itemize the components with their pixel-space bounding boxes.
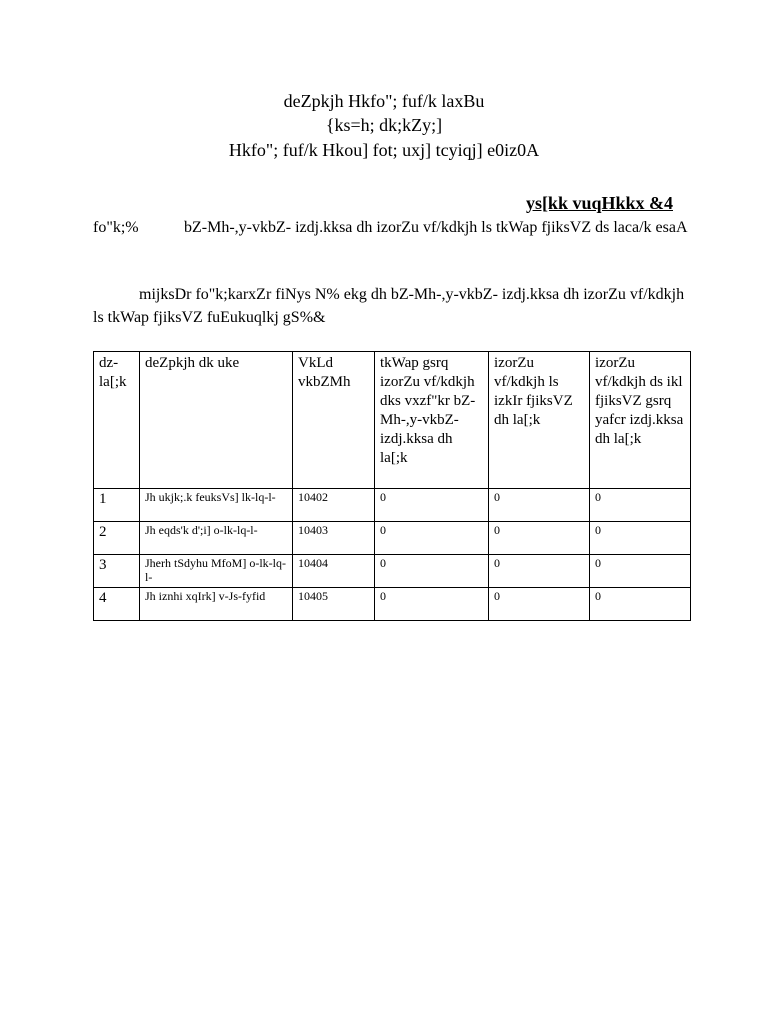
reports-received-cell: 0 [489, 489, 590, 522]
report-table [93, 351, 691, 621]
forwarded-cases-cell: 0 [375, 588, 489, 621]
table-row [94, 588, 691, 621]
subject-text: bZ-Mh-,y-vkbZ- izdj.kksa dh izorZu vf/kdkjh ls tkWap fjiksVZ ds laca/k esaA [184, 219, 688, 236]
serial-number-cell: 2 [94, 522, 140, 555]
header-line-3: Hkfo"; fuf/k Hkou] fot; uxj] tcyiqj] e0iz0A [228, 140, 540, 160]
header-task-id: VkLd vkbZMh [293, 352, 375, 489]
serial-number-cell: 4 [94, 588, 140, 621]
task-id-cell: 10405 [293, 588, 375, 621]
header-reports-received: izorZu vf/kdkjh ls izkIr fjiksVZ dh la[;k [489, 352, 590, 489]
header-serial-number: dz-la[;k [94, 352, 140, 489]
reports-received-cell: 0 [489, 588, 590, 621]
reports-received-cell: 0 [489, 522, 590, 555]
table-row [94, 522, 691, 555]
pending-cases-cell: 0 [590, 588, 691, 621]
forwarded-cases-cell: 0 [375, 522, 489, 555]
employee-name-cell: Jherh tSdyhu MfoM] o-lk-lq-l- [140, 555, 293, 588]
header-pending-cases: izorZu vf/kdkjh ds ikl fjiksVZ gsrq yafcr izdj.kksa dh la[;k [590, 352, 691, 489]
table-header-row [94, 352, 691, 489]
employee-name-cell: Jh ukjk;.k feuksVs] lk-lq-l- [140, 489, 293, 522]
forwarded-cases-cell: 0 [375, 489, 489, 522]
subject-paragraph [93, 216, 693, 239]
header-line-2: {ks=h; dk;kZy;] [325, 115, 443, 135]
reports-received-cell: 0 [489, 555, 590, 588]
task-id-cell: 10402 [293, 489, 375, 522]
forwarded-cases-cell: 0 [375, 555, 489, 588]
employee-name-cell: Jh eqds'k d';i] o-lk-lq-l- [140, 522, 293, 555]
header-forwarded-cases: tkWap gsrq izorZu vf/kdkjh dks vxzf"kr bZ-Mh-,y-vkbZ- izdj.kksa dh la[;k [375, 352, 489, 489]
pending-cases-cell: 0 [590, 555, 691, 588]
employee-name-cell: Jh iznhi xqIrk] v-Js-fyfid [140, 588, 293, 621]
header-employee-name: deZpkjh dk uke [140, 352, 293, 489]
table-row [94, 489, 691, 522]
subject-label: fo"k;% [93, 219, 139, 236]
task-id-cell: 10403 [293, 522, 375, 555]
task-id-cell: 10404 [293, 555, 375, 588]
section-title: ys[kk vuqHkkx &4 [525, 193, 673, 213]
serial-number-cell: 3 [94, 555, 140, 588]
pending-cases-cell: 0 [590, 522, 691, 555]
pending-cases-cell: 0 [590, 489, 691, 522]
header-line-1: deZpkjh Hkfo"; fuf/k laxBu [283, 91, 485, 111]
body-paragraph: mijksDr fo"k;karxZr fiNys N% ekg dh bZ-Mh-,y-vkbZ- izdj.kksa dh izorZu vf/kdkjh ls tkWap fjiksVZ fuEukuqlkj gS%& [93, 286, 685, 326]
serial-number-cell: 1 [94, 489, 140, 522]
table-row [94, 555, 691, 588]
